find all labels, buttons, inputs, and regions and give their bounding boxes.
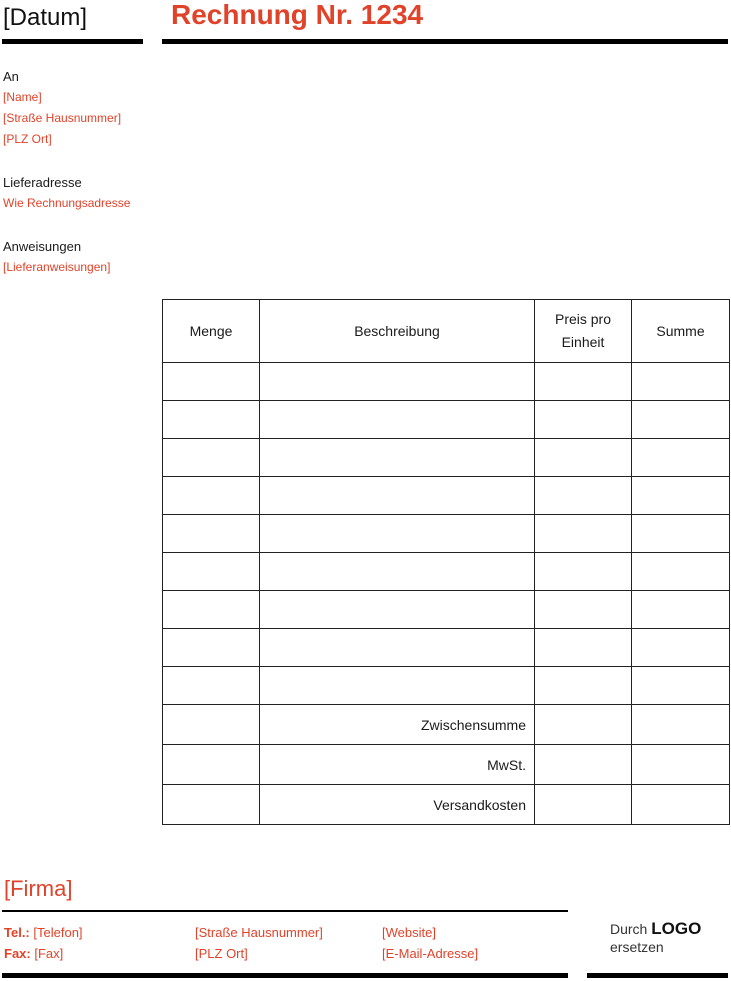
phone-value[interactable]: [Telefon] xyxy=(33,925,83,940)
cell-sum[interactable] xyxy=(632,515,730,553)
cell-unit-price[interactable] xyxy=(535,363,632,401)
table-row xyxy=(163,439,730,477)
footer-email[interactable]: [E-Mail-Adresse] xyxy=(382,946,479,961)
phone-line xyxy=(4,925,83,941)
cell-qty[interactable] xyxy=(163,363,260,401)
company-name[interactable]: [Firma] xyxy=(4,876,73,901)
recipient-name[interactable]: [Name] xyxy=(3,90,42,104)
logo-line2: ersetzen xyxy=(610,939,664,955)
cell-empty xyxy=(163,705,260,745)
recipient-city[interactable]: [PLZ Ort] xyxy=(3,132,52,146)
fax-label: Fax: xyxy=(4,946,31,961)
table-row xyxy=(163,363,730,401)
table-row xyxy=(163,591,730,629)
cell-empty xyxy=(535,705,632,745)
table-row xyxy=(163,553,730,591)
cell-description[interactable] xyxy=(260,667,535,705)
cell-empty xyxy=(535,785,632,825)
vat-label: MwSt. xyxy=(260,745,535,785)
recipient-label: An xyxy=(3,69,19,84)
table-row xyxy=(163,401,730,439)
cell-sum[interactable] xyxy=(632,363,730,401)
shipping-label: Versandkosten xyxy=(260,785,535,825)
footer-rule-bottom-left xyxy=(2,973,568,978)
fax-line xyxy=(4,946,63,962)
cell-unit-price[interactable] xyxy=(535,477,632,515)
cell-description[interactable] xyxy=(260,515,535,553)
cell-qty[interactable] xyxy=(163,667,260,705)
invoice-date[interactable]: [Datum] xyxy=(3,4,88,31)
cell-unit-price[interactable] xyxy=(535,591,632,629)
logo-text-a: Durch xyxy=(610,921,648,937)
cell-sum[interactable] xyxy=(632,439,730,477)
phone-label: Tel.: xyxy=(4,925,30,940)
instructions-label: Anweisungen xyxy=(3,239,82,254)
footer-city[interactable]: [PLZ Ort] xyxy=(195,946,248,961)
cell-description[interactable] xyxy=(260,363,535,401)
table-row xyxy=(163,667,730,705)
header-qty: Menge xyxy=(163,300,260,363)
vat-row xyxy=(163,745,730,785)
invoice-table xyxy=(162,299,730,825)
table-row xyxy=(163,515,730,553)
cell-empty xyxy=(163,785,260,825)
cell-qty[interactable] xyxy=(163,629,260,667)
subtotal-value[interactable] xyxy=(632,705,730,745)
header-sum: Summe xyxy=(632,300,730,363)
cell-sum[interactable] xyxy=(632,477,730,515)
header-description: Beschreibung xyxy=(260,300,535,363)
invoice-title[interactable]: Rechnung Nr. 1234 xyxy=(171,0,424,30)
cell-unit-price[interactable] xyxy=(535,553,632,591)
footer-rule-top xyxy=(2,910,568,912)
cell-sum[interactable] xyxy=(632,553,730,591)
vat-value[interactable] xyxy=(632,745,730,785)
footer-street[interactable]: [Straße Hausnummer] xyxy=(195,925,323,940)
shipping-value[interactable] xyxy=(632,785,730,825)
header-unit-price-line1: Preis pro xyxy=(554,311,612,327)
header-unit-price-line2: Einheit xyxy=(561,334,605,350)
delivery-label: Lieferadresse xyxy=(3,175,82,190)
cell-unit-price[interactable] xyxy=(535,401,632,439)
cell-sum[interactable] xyxy=(632,629,730,667)
recipient-street[interactable]: [Straße Hausnummer] xyxy=(3,111,122,125)
cell-sum[interactable] xyxy=(632,667,730,705)
cell-description[interactable] xyxy=(260,629,535,667)
logo-line1 xyxy=(610,920,701,938)
cell-description[interactable] xyxy=(260,439,535,477)
cell-qty[interactable] xyxy=(163,515,260,553)
cell-empty xyxy=(163,745,260,785)
cell-qty[interactable] xyxy=(163,477,260,515)
cell-unit-price[interactable] xyxy=(535,667,632,705)
cell-qty[interactable] xyxy=(163,439,260,477)
footer-website[interactable]: [Website] xyxy=(382,925,436,940)
header-rule-right xyxy=(162,39,728,44)
cell-sum[interactable] xyxy=(632,591,730,629)
fax-value[interactable]: [Fax] xyxy=(34,946,64,961)
cell-description[interactable] xyxy=(260,591,535,629)
cell-empty xyxy=(535,745,632,785)
cell-sum[interactable] xyxy=(632,401,730,439)
header-rule-left xyxy=(2,39,143,44)
cell-unit-price[interactable] xyxy=(535,515,632,553)
shipping-row xyxy=(163,785,730,825)
logo-text-b: LOGO xyxy=(651,919,702,938)
table-header-row xyxy=(163,300,730,363)
cell-description[interactable] xyxy=(260,401,535,439)
subtotal-label: Zwischensumme xyxy=(260,705,535,745)
cell-description[interactable] xyxy=(260,477,535,515)
footer-rule-bottom-right xyxy=(587,973,728,978)
cell-qty[interactable] xyxy=(163,401,260,439)
table-row xyxy=(163,477,730,515)
cell-qty[interactable] xyxy=(163,591,260,629)
header-unit-price xyxy=(535,300,632,363)
subtotal-row xyxy=(163,705,730,745)
delivery-address[interactable]: Wie Rechnungsadresse xyxy=(3,196,131,210)
cell-unit-price[interactable] xyxy=(535,629,632,667)
table-row xyxy=(163,629,730,667)
delivery-instructions[interactable]: [Lieferanweisungen] xyxy=(3,260,111,274)
cell-unit-price[interactable] xyxy=(535,439,632,477)
cell-description[interactable] xyxy=(260,553,535,591)
cell-qty[interactable] xyxy=(163,553,260,591)
logo-placeholder[interactable] xyxy=(610,920,701,956)
